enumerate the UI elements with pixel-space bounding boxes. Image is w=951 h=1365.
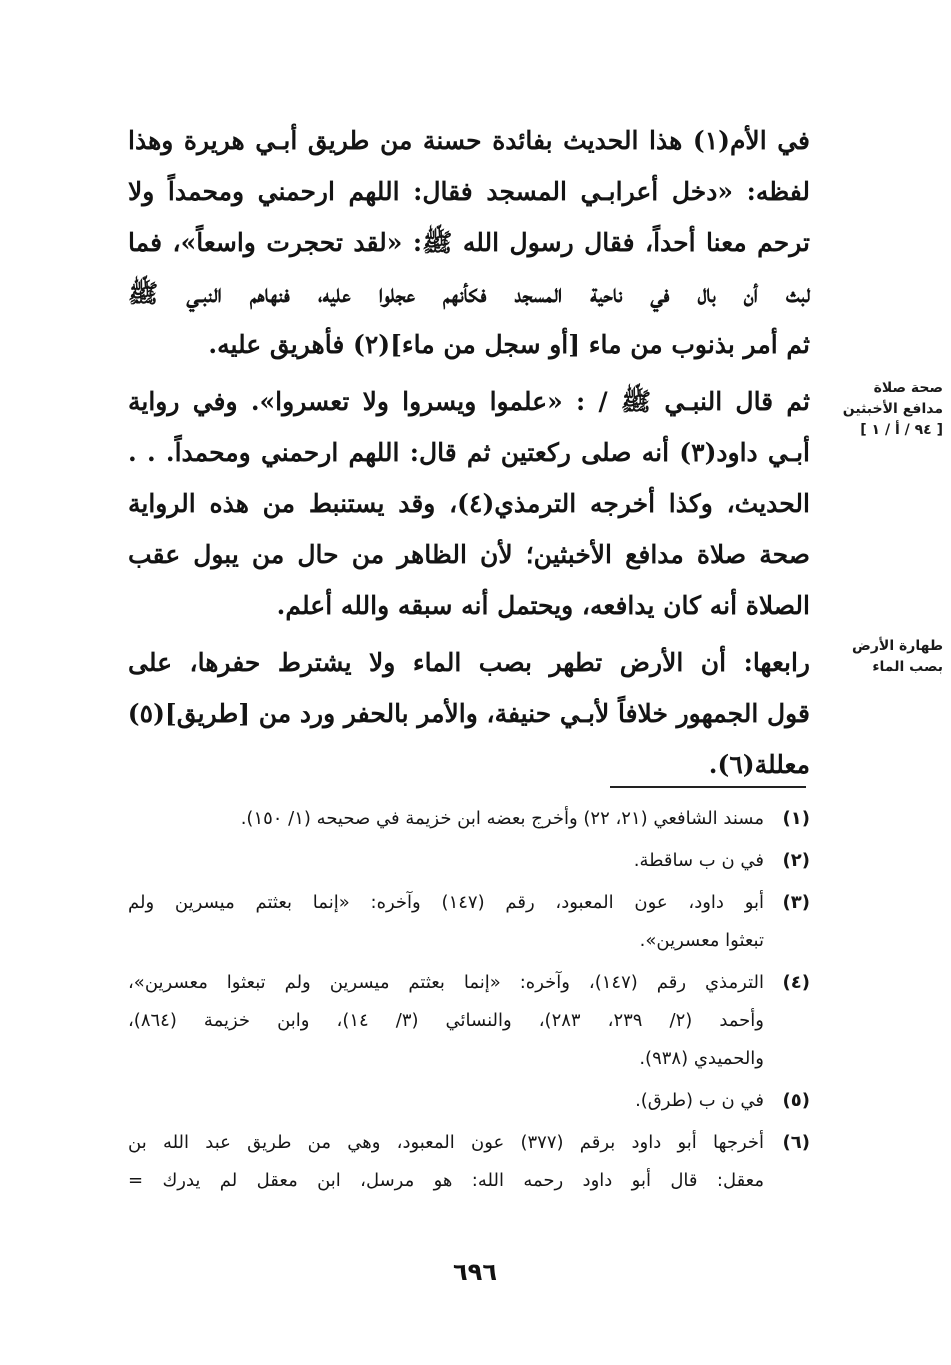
footnote-number: (٥) xyxy=(782,1090,810,1111)
text-line: لبث أن بال في ناحية المسجد فكأنهم عجلوا عليه، فنهاهم النبـي ﷺ xyxy=(128,279,810,308)
paragraph-3 xyxy=(128,637,810,790)
text-line: قول الجمهور خلافاً لأبـي حنيفة، والأمر بالحفر ورد من [طريق](٥) xyxy=(127,699,810,728)
footnote-item xyxy=(128,1082,810,1120)
text-line: لفظه: «دخل أعرابـي المسجد فقال: اللهم ارحمني ومحمداً ولا xyxy=(128,177,810,206)
footnote-text: أبو داود، عون المعبود، رقم (١٤٧) وآخره: «إنما بعثتم ميسرين ولم xyxy=(128,892,765,913)
text-line: ثم قال النبـي ﷺ / : «علموا ويسروا ولا تعسروا». وفي رواية xyxy=(128,387,810,416)
footnote-item xyxy=(128,800,810,838)
text-line: معللة(٦). xyxy=(708,750,810,779)
margin-note-line: بصب الماء xyxy=(872,659,943,675)
text-line: صحة صلاة مدافع الأخبثين؛ لأن الظاهر من حال من يبول عقب xyxy=(128,540,810,569)
margin-note-prayer xyxy=(831,378,943,441)
main-text xyxy=(128,115,810,790)
text-line: ثم أمر بذنوب من ماء [أو سجل من ماء](٢) فأهريق عليه. xyxy=(208,330,810,359)
footnote-text: مسند الشافعي (٢١، ٢٢) وأخرج بعضه ابن خزيمة في صحيحه (١/ ١٥٠). xyxy=(240,808,764,829)
footnote-text: وأحمد (٢/ ٢٣٩، ٢٨٣)، والنسائي (٣/ ١٤)، وابن خزيمة (٨٦٤)، xyxy=(128,1010,765,1031)
footnote-number: (٣) xyxy=(782,892,810,913)
page-number: ٦٩٦ xyxy=(453,1258,497,1286)
margin-note-line: طهارة الأرض xyxy=(852,638,943,654)
text-line: ترحم معنا أحداً، فقال رسول الله ﷺ: «لقد تحجرت واسعاً»، فما xyxy=(128,228,810,257)
footnote-text: معقل: قال أبو داود رحمه الله: هو مرسل، ابن معقل لم يدرك = xyxy=(128,1170,764,1191)
margin-note-line: صحة صلاة xyxy=(873,380,943,396)
footnotes xyxy=(128,800,810,1204)
margin-note-line: مدافع الأخبثين xyxy=(842,401,943,417)
footnote-number: (١) xyxy=(782,808,810,829)
text-line: في الأم(١) هذا الحديث بفائدة حسنة من طريق أبـي هريرة وهذا xyxy=(128,126,810,155)
footnote-text: الترمذي رقم (١٤٧)، وآخره: «إنما بعثتم ميسرين ولم تبعثوا معسرين»، xyxy=(128,972,764,993)
footnote-text: في ن ب ساقطة. xyxy=(633,850,764,871)
footnote-separator xyxy=(610,786,806,788)
text-line: رابعها: أن الأرض تطهر بصب الماء ولا يشترط حفرها، على xyxy=(128,648,810,677)
margin-note-line: [ ٩٤ / أ / ١ ] xyxy=(860,422,943,438)
footnote-text: في ن ب (طرق). xyxy=(635,1090,764,1111)
footnote-item xyxy=(128,1124,810,1200)
paragraph-1 xyxy=(128,115,810,370)
text-line: الحديث، وكذا أخرجه الترمذي(٤)، وقد يستنبط من هذه الرواية xyxy=(128,489,810,518)
footnote-item xyxy=(128,842,810,880)
footnote-number: (٢) xyxy=(782,850,810,871)
text-line: أبـي داود(٣) أنه صلى ركعتين ثم قال: اللهم ارحمني ومحمداً. . . xyxy=(128,438,810,467)
paragraph-2 xyxy=(128,376,810,631)
footnote-text: والحميدي (٩٣٨). xyxy=(639,1048,764,1069)
footnote-text: أخرجها أبو داود برقم (٣٧٧) عون المعبود، وهي من طريق عبد الله بن xyxy=(128,1132,765,1153)
footnote-number: (٤) xyxy=(782,972,810,993)
footnote-item xyxy=(128,884,810,960)
footnote-item xyxy=(128,964,810,1078)
text-line: الصلاة أنه كان يدافعه، ويحتمل أنه سبقه والله أعلم. xyxy=(276,591,810,620)
footnote-number: (٦) xyxy=(782,1132,810,1153)
footnote-text: تبعثوا معسرين». xyxy=(639,930,764,951)
margin-note-earth-purity xyxy=(831,636,943,678)
